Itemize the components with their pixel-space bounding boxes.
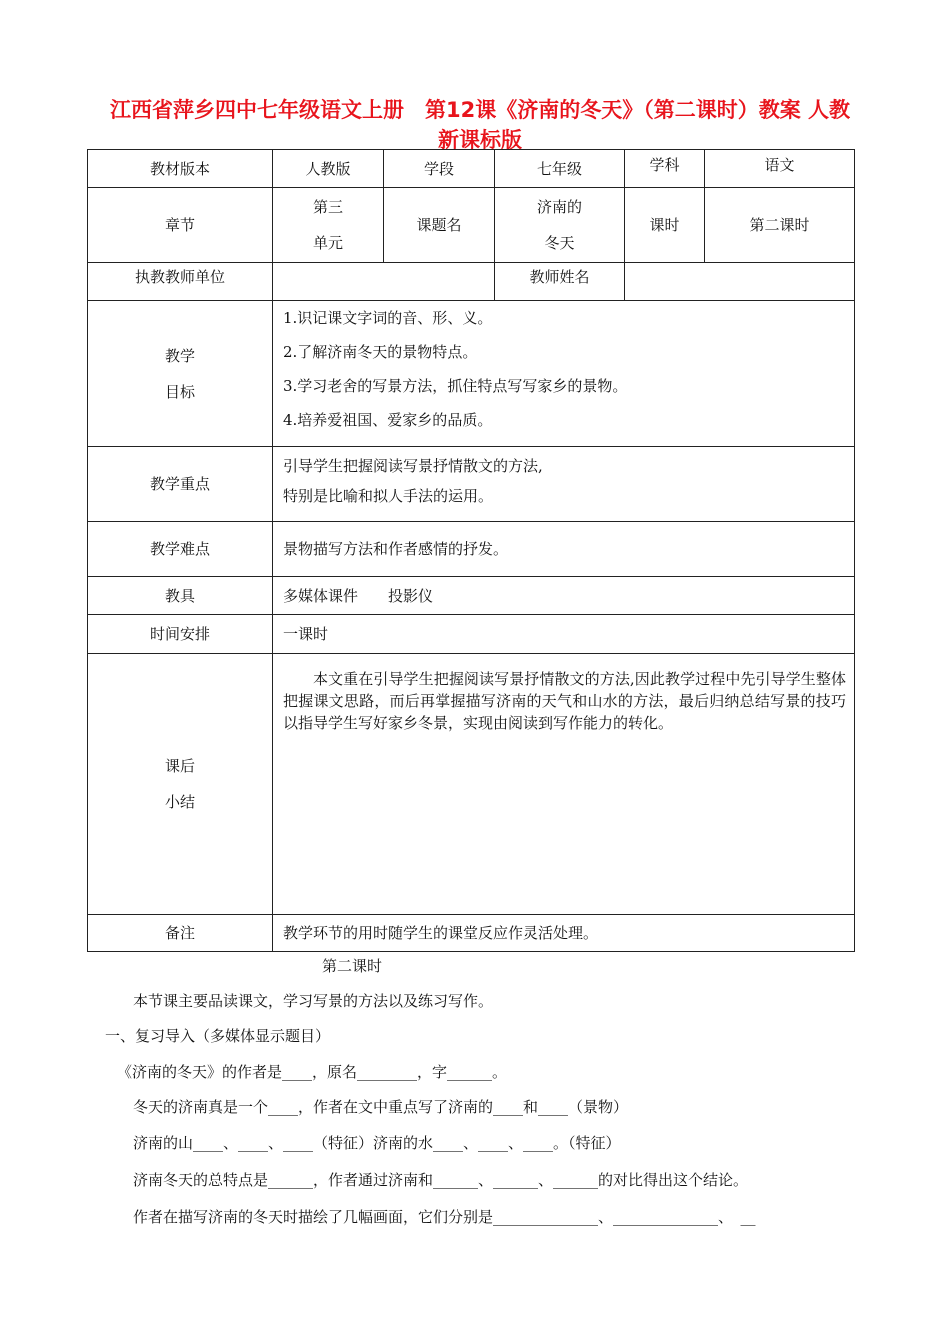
table-row-goals	[88, 301, 855, 447]
topic-label: 课题名	[384, 188, 495, 263]
chapter-value-line-1: 第三	[312, 198, 343, 216]
goals-label-line-1: 教学	[164, 346, 195, 365]
table-row-schedule	[88, 615, 855, 654]
period-label: 课时	[625, 188, 705, 263]
table-row-teacher	[88, 263, 855, 301]
key-points-content	[273, 447, 855, 522]
stage-value: 七年级	[495, 150, 625, 188]
intro-paragraph: 本节课主要品读课文，学习写景的方法以及练习写作。	[133, 992, 494, 1010]
summary-label-line-2: 小结	[164, 793, 195, 811]
topic-value-line-2: 冬天	[544, 234, 575, 252]
review-question-2: 冬天的济南真是一个____，作者在文中重点写了济南的____和____（景物）	[133, 1098, 629, 1116]
table-row-tools	[88, 577, 855, 615]
goal-item: 3.学习老舍的写景方法，抓住特点写写家乡的景物。	[283, 377, 628, 395]
table-row-textbook	[88, 150, 855, 188]
review-question-5: 作者在描写济南的冬天时描绘了几幅画面，它们分别是______________、______________、 __	[133, 1208, 756, 1226]
review-question-1: 《济南的冬天》的作者是____，原名________，字______。	[117, 1063, 508, 1081]
key-points-label: 教学重点	[88, 447, 273, 522]
table-row-summary	[88, 654, 855, 915]
review-question-3: 济南的山____、____、____（特征）济南的水____、____、____。（特征）	[133, 1134, 621, 1152]
school-value	[273, 263, 495, 301]
difficulties-label: 教学难点	[88, 522, 273, 577]
chapter-value-line-2: 单元	[312, 234, 343, 252]
difficulties-content: 景物描写方法和作者感情的抒发。	[273, 522, 855, 577]
goals-content	[273, 301, 855, 447]
review-question-4: 济南冬天的总特点是______，作者通过济南和______、______、______的对比得出这个结论。	[133, 1171, 749, 1189]
teacher-label: 教师姓名	[495, 263, 625, 301]
goal-item: 4.培养爱祖国、爱家乡的品质。	[283, 411, 493, 429]
goals-label	[88, 301, 273, 447]
period-value: 第二课时	[705, 188, 855, 263]
table-row-difficulties	[88, 522, 855, 577]
chapter-label: 章节	[88, 188, 273, 263]
key-points-line-2: 特别是比喻和拟人手法的运用。	[283, 487, 494, 505]
summary-content: 本文重在引导学生把握阅读写景抒情散文的方法,因此教学过程中先引导学生整体把握课文思路，而后再掌握描写济南的天气和山水的方法，最后归纳总结写景的技巧以指导学生写好家乡冬景，实现由阅读到写作能力的转化。	[273, 654, 855, 915]
notes-label: 备注	[88, 915, 273, 952]
part1-heading: 一、复习导入（多媒体显示题目）	[105, 1027, 331, 1045]
schedule-content: 一课时	[273, 615, 855, 654]
schedule-label: 时间安排	[88, 615, 273, 654]
key-points-line-1: 引导学生把握阅读写景抒情散文的方法,	[283, 457, 543, 475]
notes-content: 教学环节的用时随学生的课堂反应作灵活处理。	[273, 915, 855, 952]
subject-label: 学科	[625, 150, 705, 188]
goal-item: 2.了解济南冬天的景物特点。	[283, 343, 478, 361]
lesson-plan-table	[87, 149, 855, 952]
chapter-value	[273, 188, 384, 263]
document-title: 江西省萍乡四中七年级语文上册 第12课《济南的冬天》（第二课时）教案 人教新课标版	[109, 98, 851, 152]
goal-item: 1.识记课文字词的音、形、义。	[283, 309, 493, 327]
section-heading: 第二课时	[322, 957, 383, 975]
summary-label-line-1: 课后	[164, 757, 195, 775]
topic-value-line-1: 济南的	[536, 198, 582, 216]
table-row-key-points	[88, 447, 855, 522]
subject-value: 语文	[705, 150, 855, 188]
tools-content: 多媒体课件 投影仪	[273, 577, 855, 615]
goals-label-line-2: 目标	[164, 382, 195, 401]
school-label: 执教教师单位	[88, 263, 273, 301]
stage-label: 学段	[384, 150, 495, 188]
teacher-value	[625, 263, 855, 301]
table-row-chapter	[88, 188, 855, 263]
textbook-value: 人教版	[273, 150, 384, 188]
textbook-label: 教材版本	[88, 150, 273, 188]
summary-label	[88, 654, 273, 915]
tools-label: 教具	[88, 577, 273, 615]
topic-value	[495, 188, 625, 263]
table-row-notes	[88, 915, 855, 952]
